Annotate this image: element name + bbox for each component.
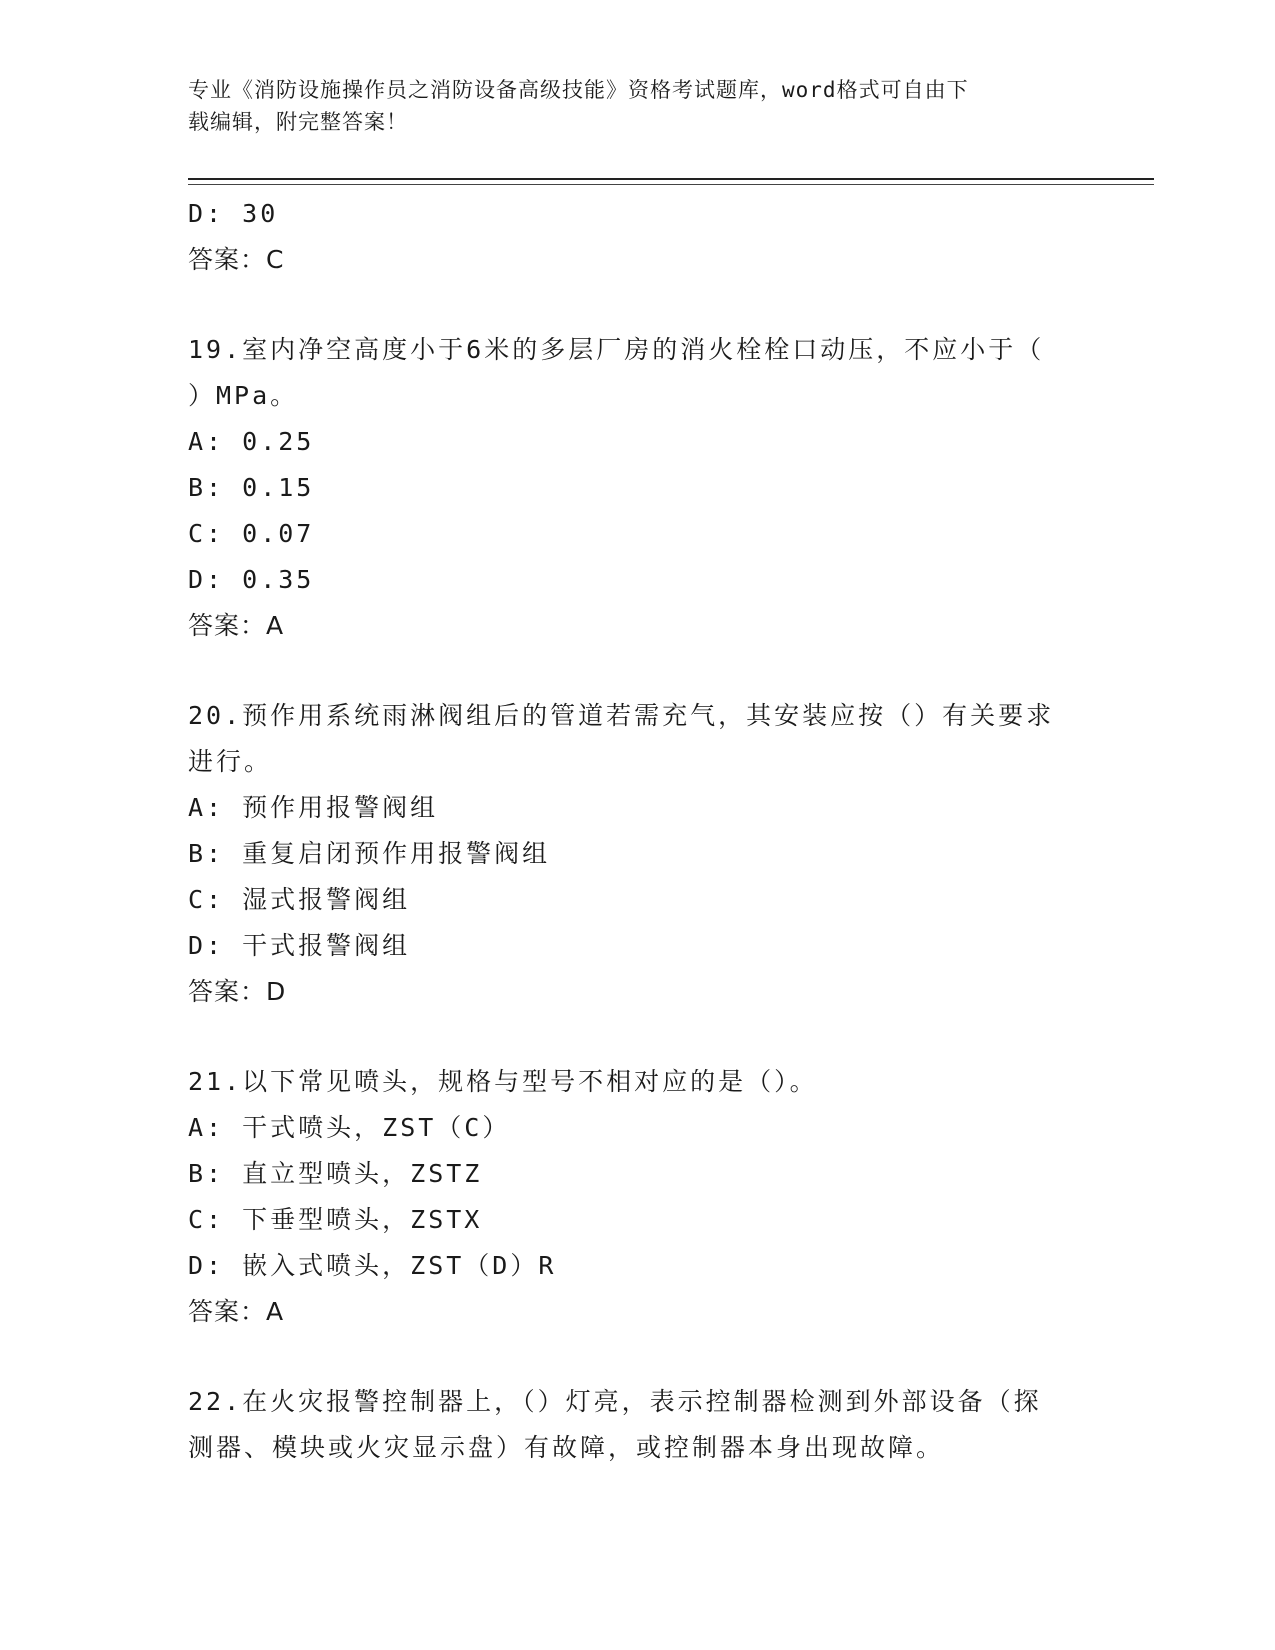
header-line-1: 专业《消防设施操作员之消防设备高级技能》资格考试题库，word格式可自由下 [188, 78, 969, 102]
question-stem-line: ）MPa。 [188, 381, 299, 410]
header-divider-thick [188, 178, 1154, 180]
option-d: D: 0.35 [188, 565, 315, 594]
question-stem-line: 20.预作用系统雨淋阀组后的管道若需充气，其安装应按（）有关要求 [188, 701, 1055, 730]
option-d: D: 干式报警阀组 [188, 931, 411, 960]
question-22 [188, 1379, 1088, 1471]
option-c: C: 下垂型喷头，ZSTX [188, 1205, 483, 1234]
header-line-2: 载编辑，附完整答案！ [188, 110, 408, 134]
question-19 [188, 327, 1088, 649]
prev-option-d: D: 30 [188, 199, 279, 228]
option-a: A: 0.25 [188, 427, 315, 456]
question-stem-line: 19.室内净空高度小于6米的多层厂房的消火栓栓口动压，不应小于（ [188, 335, 1045, 364]
option-b: B: 重复启闭预作用报警阀组 [188, 839, 551, 868]
prev-answer: 答案：C [188, 245, 285, 274]
question-21 [188, 1059, 1088, 1335]
answer-label: 答案：A [188, 611, 285, 640]
answer-label: 答案：A [188, 1297, 285, 1326]
option-c: C: 湿式报警阀组 [188, 885, 411, 914]
question-stem-line: 22.在火灾报警控制器上，（）灯亮，表示控制器检测到外部设备（探 [188, 1387, 1042, 1416]
document-header [188, 74, 1068, 138]
question-list [188, 191, 1088, 1471]
option-a: A: 干式喷头，ZST（C） [188, 1113, 511, 1142]
option-c: C: 0.07 [188, 519, 315, 548]
question-20 [188, 693, 1088, 1015]
question-stem-line: 测器、模块或火灾显示盘）有故障，或控制器本身出现故障。 [188, 1433, 945, 1462]
option-b: B: 直立型喷头，ZSTZ [188, 1159, 483, 1188]
question-stem-line: 进行。 [188, 747, 273, 776]
question-stem-line: 21.以下常见喷头，规格与型号不相对应的是（）。 [188, 1067, 818, 1096]
option-a: A: 预作用报警阀组 [188, 793, 439, 822]
option-b: B: 0.15 [188, 473, 315, 502]
option-d: D: 嵌入式喷头，ZST（D）R [188, 1251, 557, 1280]
answer-label: 答案：D [188, 977, 287, 1006]
header-divider-thin [188, 184, 1154, 185]
